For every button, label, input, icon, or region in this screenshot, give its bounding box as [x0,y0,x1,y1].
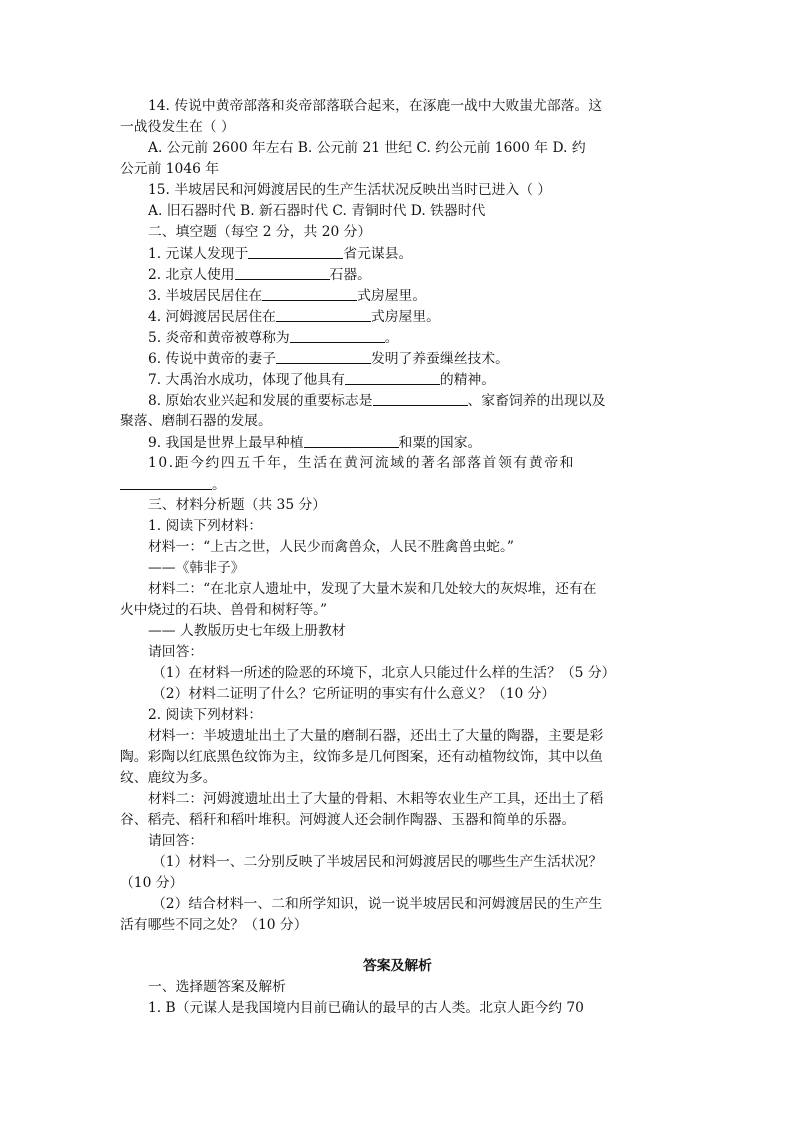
answers-title: 答案及解析 [363,958,432,974]
material-q2-sub2-line2: 活有哪些不同之处？（10 分） [120,917,308,933]
material-q1-ask: 请回答： [148,644,204,660]
material-q1-m1-source: ——《韩非子》 [148,560,245,576]
material-q1-m2-source: —— 人教版历史七年级上册教材 [148,623,346,639]
fill-item-1: 1. 元谋人发现于 省元谋县。 [120,243,675,264]
question-14-line2: 一战役发生在（ ） [120,119,235,135]
question-14-options-line1: A. 公元前 2600 年左右 B. 公元前 21 世纪 C. 约公元前 1600 年 D. 约 [148,140,586,156]
answer-blank [345,369,440,385]
material-q1-m2-line2: 火中烧过的石块、兽骨和树籽等。” [120,602,328,618]
answer-blank [373,390,468,406]
section-fill-blank-title: 二、填空题（每空 2 分，共 20 分） [148,224,372,240]
answer-blank [276,306,371,322]
fill-item-7: 7. 大禹治水成功，体现了他具有 的精神。 [120,369,675,390]
material-q2-intro: 2. 阅读下列材料： [148,707,263,723]
material-q1-intro: 1. 阅读下列材料： [148,518,263,534]
material-q1-sub2: （2）材料二证明了什么？它所证明的事实有什么意义？（10 分） [152,686,556,702]
question-15-stem: 15. 半坡居民和河姆渡居民的生产生活状况反映出当时已进入（ ） [148,182,552,198]
answer-1: 1. B（元谋人是我国境内目前已确认的最早的古人类。北京人距今约 70 [148,1000,584,1016]
fill-item-9: 9. 我国是世界上最早种植 和粟的国家。 [120,432,675,453]
material-q2-sub1-line2: （10 分） [120,875,184,891]
answer-blank [235,264,330,280]
fill-item-10-line2: 。 [120,474,675,495]
material-q2-m1-line1: 材料一：半坡遗址出土了大量的磨制石器，还出土了大量的陶器，主要是彩 [148,728,604,744]
fill-item-2: 2. 北京人使用 石器。 [120,264,675,285]
material-q2-sub1-line1: （1）材料一、二分别反映了半坡居民和河姆渡居民的哪些生产生活状况？ [152,854,603,870]
fill-item-8-line2: 聚落、磨制石器的发展。 [120,413,272,429]
fill-item-10-line1: 10.距今约四五千年，生活在黄河流域的著名部落首领有黄帝和 [148,455,576,471]
material-q1-sub1: （1）在材料一所述的险恶的环境下，北京人只能过什么样的生活？（5 分） [152,665,616,681]
answer-blank [120,474,212,490]
material-q2-sub2-line1: （2）结合材料一、二和所学知识，说一说半坡居民和河姆渡居民的生产生 [152,896,603,912]
material-q2-m2-line1: 材料二：河姆渡遗址出土了大量的骨耜、木耜等农业生产工具，还出土了稻 [148,791,604,807]
answer-blank [262,285,357,301]
answer-blank [290,327,385,343]
material-q1-m2-line1: 材料二：“在北京人遗址中，发现了大量木炭和几处较大的灰烬堆，还有在 [148,581,597,597]
question-15-options: A. 旧石器时代 B. 新石器时代 C. 青铜时代 D. 铁器时代 [148,203,486,219]
question-14-options-line2: 公元前 1046 年 [120,161,220,177]
material-q2-ask: 请回答： [148,833,204,849]
fill-item-5: 5. 炎帝和黄帝被尊称为 。 [120,327,675,348]
fill-item-4: 4. 河姆渡居民居住在 式房屋里。 [120,306,675,327]
answer-blank [276,348,371,364]
fill-item-8: 8. 原始农业兴起和发展的重要标志是 、家畜饲养的出现以及 [120,390,675,411]
question-14-line1: 14. 传说中黄帝部落和炎帝部落联合起来，在涿鹿一战中大败蚩尤部落。这 [148,98,603,114]
material-q2-m2-line2: 谷、稻壳、稻秆和稻叶堆积。河姆渡人还会制作陶器、玉器和简单的乐器。 [120,812,576,828]
document-page [120,96,675,1019]
answer-blank [248,243,343,259]
answer-blank [304,432,399,448]
material-q2-m1-line2: 陶。彩陶以红底黑色纹饰为主，纹饰多是几何图案，还有动植物纹饰，其中以鱼 [120,749,603,765]
answers-section1: 一、选择题答案及解析 [148,979,286,995]
section-material-title: 三、材料分析题（共 35 分） [148,497,327,513]
material-q1-m1: 材料一：“上古之世，人民少而禽兽众，人民不胜禽兽虫蛇。” [148,539,514,555]
fill-item-6: 6. 传说中黄帝的妻子 发明了养蚕缫丝技术。 [120,348,675,369]
material-q2-m1-line3: 纹、鹿纹为多。 [120,770,217,786]
fill-item-3: 3. 半坡居民居住在 式房屋里。 [120,285,675,306]
